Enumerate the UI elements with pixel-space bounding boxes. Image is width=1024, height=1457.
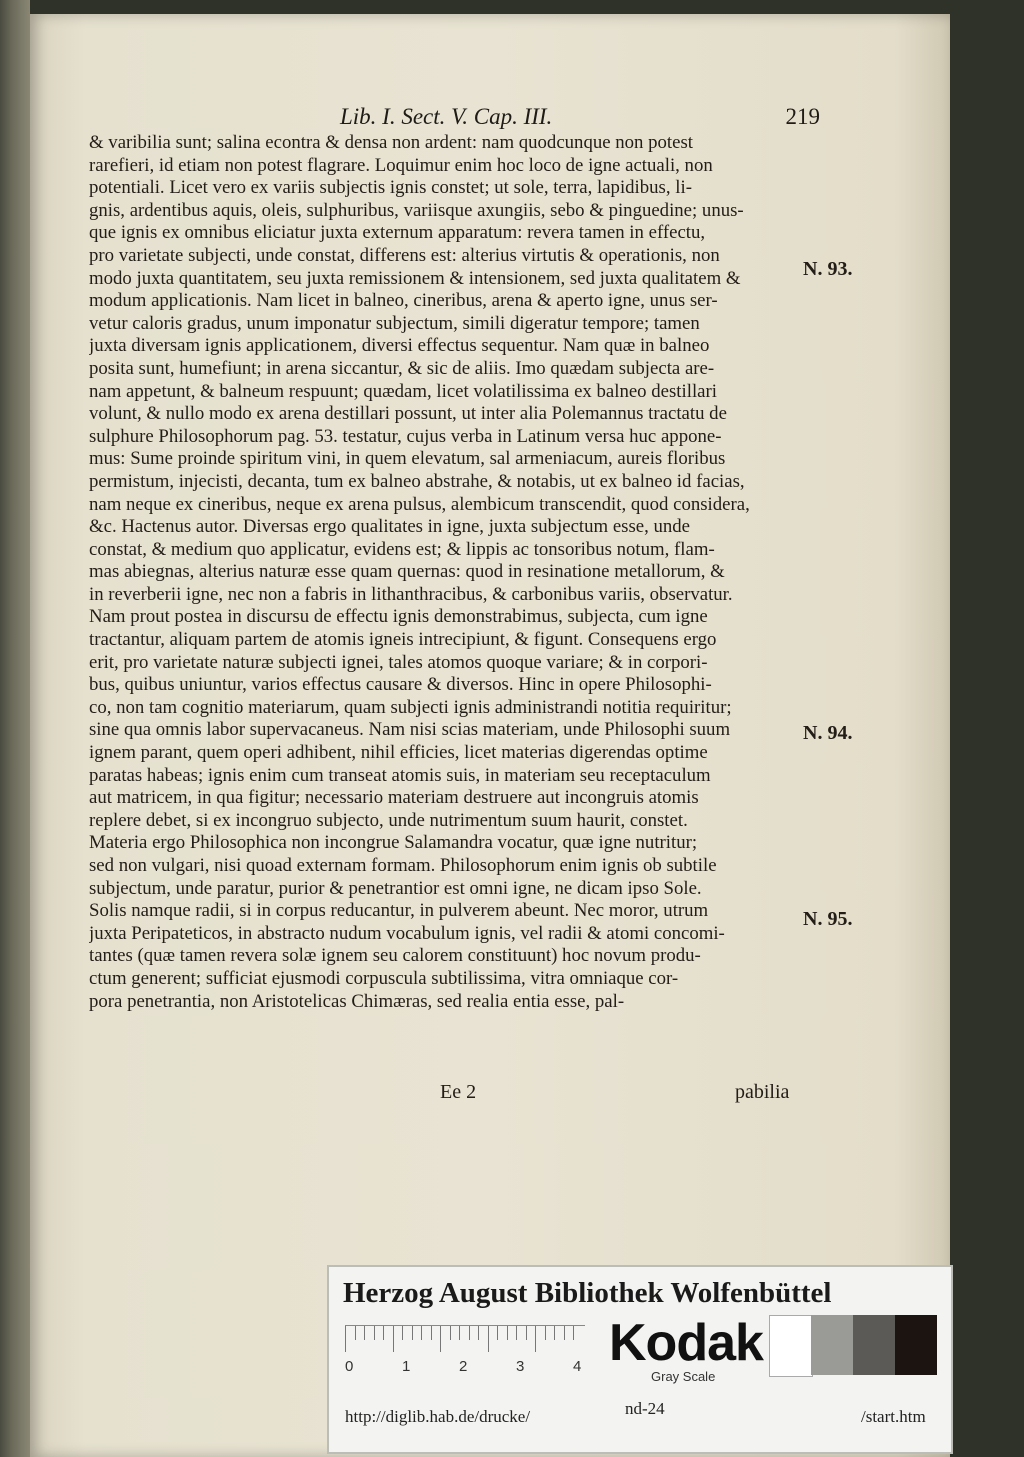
text-line: ctum generent; sufficiat ejusmodi corpuscula subtilissima, vitra omniaque cor- — [89, 967, 679, 989]
text-line: posita sunt, humefiunt; in arena siccantur, & sic de aliis. Imo quædam subjecta are- — [89, 357, 715, 379]
text-line: mus: Sume proinde spiritum vini, in quem elevatum, sal armeniacum, aureis floribus — [89, 448, 726, 470]
text-line: subjectum, unde paratur, purior & penetrantior est omni igne, ne dicam ipso Sole. — [89, 877, 702, 899]
text-line: que ignis ex omnibus eliciatur juxta externum apparatum: revera tamen in effectu, — [89, 222, 706, 244]
text-line: modum applicationis. Nam licet in balneo, cineribus, arena & aperto igne, unus ser- — [89, 290, 718, 312]
signature-mark: Ee 2 — [440, 1081, 477, 1103]
text-line: sed non vulgari, nisi quoad externam formam. Philosophorum enim ignis ob subtile — [89, 855, 717, 876]
text-line: Nam prout postea in discursu de effectu ignis demonstrabimus, subjecta, cum igne — [89, 606, 708, 628]
text-line: Materia ergo Philosophica non incongrue Salamandra vocatur, quæ igne nutritur; — [89, 832, 698, 854]
ruler-number: 2 — [459, 1358, 468, 1375]
ruler-tick — [564, 1326, 565, 1340]
gray-swatch — [769, 1315, 813, 1377]
text-line: ignem parant, quem operi adhibent, nihil efficies, licet materias digerendas optime — [89, 742, 708, 764]
text-line: pora penetrantia, non Aristotelicas Chimæras, sed realia entia esse, pal- — [89, 990, 625, 1012]
text-line: nam neque ex cineribus, neque ex arena pulsus, alembicum transcendit, quod considera, — [89, 493, 750, 515]
text-line: Solis namque radii, si in corpus reducantur, in pulverem abeunt. Nec moror, utrum — [89, 900, 709, 922]
library-name: Herzog August Bibliothek Wolfenbüttel — [343, 1277, 832, 1309]
margin-note-95: N. 95. — [803, 908, 853, 930]
ruler-tick — [497, 1326, 498, 1340]
ruler-tick — [516, 1326, 517, 1340]
ruler-tick — [488, 1326, 489, 1352]
ruler-tick — [573, 1326, 574, 1340]
text-line: tantes (quæ tamen revera solæ ignem seu calorem constituunt) hoc novum produ- — [89, 945, 701, 967]
ruler-number: 4 — [573, 1358, 582, 1375]
text-line: paratas habeas; ignis enim cum transeat atomis suis, in materiam seu receptaculum — [89, 764, 711, 786]
text-line: tractantur, aliquam partem de atomis igneis intrecipiunt, & figunt. Consequens ergo — [89, 629, 717, 651]
ruler-tick — [374, 1326, 375, 1340]
scale-ruler — [345, 1325, 585, 1375]
ruler-tick — [355, 1326, 356, 1340]
ruler-tick — [421, 1326, 422, 1340]
ruler-tick — [345, 1326, 346, 1352]
url-left: http://diglib.hab.de/drucke/ — [345, 1407, 531, 1426]
text-line: constat, & medium quo applicatur, evidens est; & lippis ac tonsoribus notum, flam- — [89, 538, 715, 560]
text-line: co, non tam cognitio materiarum, quam subjecti ignis administrandi notitia requiritur; — [89, 696, 732, 718]
text-line: sine qua omnis labor supervacaneus. Nam nisi scias materiam, unde Philosophi suum — [89, 719, 731, 741]
ruler-tick — [402, 1326, 403, 1340]
text-line: vetur caloris gradus, unum imponatur subjectum, simili digeratur tempore; tamen — [89, 312, 700, 334]
book-gutter-edge — [0, 0, 30, 1457]
gray-swatch — [811, 1315, 853, 1375]
text-line: in reverberii igne, nec non a fabris in lithanthracibus, & carbonibus variis, observatur. — [89, 583, 733, 605]
ruler-tick — [393, 1326, 394, 1352]
catchword: pabilia — [735, 1081, 790, 1103]
page-number: 219 — [785, 104, 820, 129]
ruler-tick — [440, 1326, 441, 1352]
text-line: juxta diversam ignis applicationem, diversi effectus sequentur. Nam quæ in balneo — [89, 335, 710, 357]
ruler-tick — [478, 1326, 479, 1340]
text-line: aut matricem, in qua figitur; necessario materiam destruere aut incongruis atomis — [89, 787, 699, 809]
ruler-number: 1 — [402, 1358, 411, 1375]
ruler-tick — [545, 1326, 546, 1340]
text-line: rarefieri, id etiam non potest flagrare. Loquimur enim hoc loco de igne actuali, non — [89, 154, 713, 176]
text-line: &c. Hactenus autor. Diversas ergo qualitates in igne, juxta subjectum esse, unde — [89, 516, 691, 538]
text-line: bus, quibus uniuntur, varios effectus causare & diversos. Hinc in opere Philosophi- — [89, 674, 712, 696]
ruler-tick — [431, 1326, 432, 1340]
running-title: Lib. I. Sect. V. Cap. III. — [340, 104, 553, 129]
ruler-tick — [412, 1326, 413, 1340]
text-line: replere debet, si ex incongruo subjecto, unde nutrimentum suum haurit, constet. — [89, 809, 688, 831]
ruler-tick — [526, 1326, 527, 1340]
gray-swatch — [853, 1315, 895, 1375]
kodak-logo: Kodak — [609, 1314, 763, 1372]
ruler-tick — [459, 1326, 460, 1340]
text-line: volunt, & nullo modo ex arena destillari possunt, ut inter alia Polemannus tractatu de — [89, 403, 727, 425]
text-line: modo juxta quantitatem, seu juxta remissionem & intensionem, sed juxta qualitatem & — [89, 267, 741, 289]
shelfmark: nd-24 — [625, 1399, 665, 1418]
text-line: pro varietate subjecti, unde constat, differens est: alterius virtutis & operationis, non — [89, 244, 720, 266]
gray-swatch — [895, 1315, 937, 1375]
ruler-tick — [364, 1326, 365, 1340]
library-color-target-label — [327, 1265, 953, 1454]
ruler-tick — [535, 1326, 536, 1352]
ruler-number: 3 — [516, 1358, 525, 1375]
body-text — [89, 132, 801, 1013]
margin-note-93: N. 93. — [803, 258, 853, 280]
text-line: mas abiegnas, alterius naturæ esse quam quernas: quod in resinatione metallorum, & — [89, 561, 725, 583]
text-line: gnis, ardentibus aquis, oleis, sulphuribus, variisque axungiis, sebo & pinguedine; unus- — [89, 199, 744, 221]
ruler-tick — [507, 1326, 508, 1340]
text-line: juxta Peripateticos, in abstracto nudum vocabulum ignis, vel radii & atomi concomi- — [89, 922, 725, 944]
ruler-tick — [554, 1326, 555, 1340]
text-line: & varibilia sunt; salina econtra & densa non ardent: nam quodcunque non potest — [89, 132, 693, 153]
text-line: erit, pro varietate naturæ subjecti ignei, tales atomos quoque variare; & in corpori- — [89, 651, 708, 673]
gray-scale-caption: Gray Scale — [651, 1369, 716, 1384]
text-line: permistum, injecisti, decanta, tum ex balneo abstrahe, & notabis, ut ex balneo id facias, — [89, 470, 745, 492]
ruler-number: 0 — [345, 1358, 354, 1375]
margin-note-94: N. 94. — [803, 722, 853, 744]
text-line: nam appetunt, & balneum respuunt; quædam, licet volatilissima ex balneo destillari — [89, 380, 717, 402]
ruler-tick — [469, 1326, 470, 1340]
text-line: potentiali. Licet vero ex variis subjectis ignis constet; ut sole, terra, lapidibus, li- — [89, 177, 692, 199]
text-line: sulphure Philosophorum pag. 53. testatur, cujus verba in Latinum versa huc appone- — [89, 425, 722, 447]
ruler-tick — [383, 1326, 384, 1340]
url-right: /start.htm — [861, 1407, 926, 1426]
ruler-tick — [450, 1326, 451, 1340]
